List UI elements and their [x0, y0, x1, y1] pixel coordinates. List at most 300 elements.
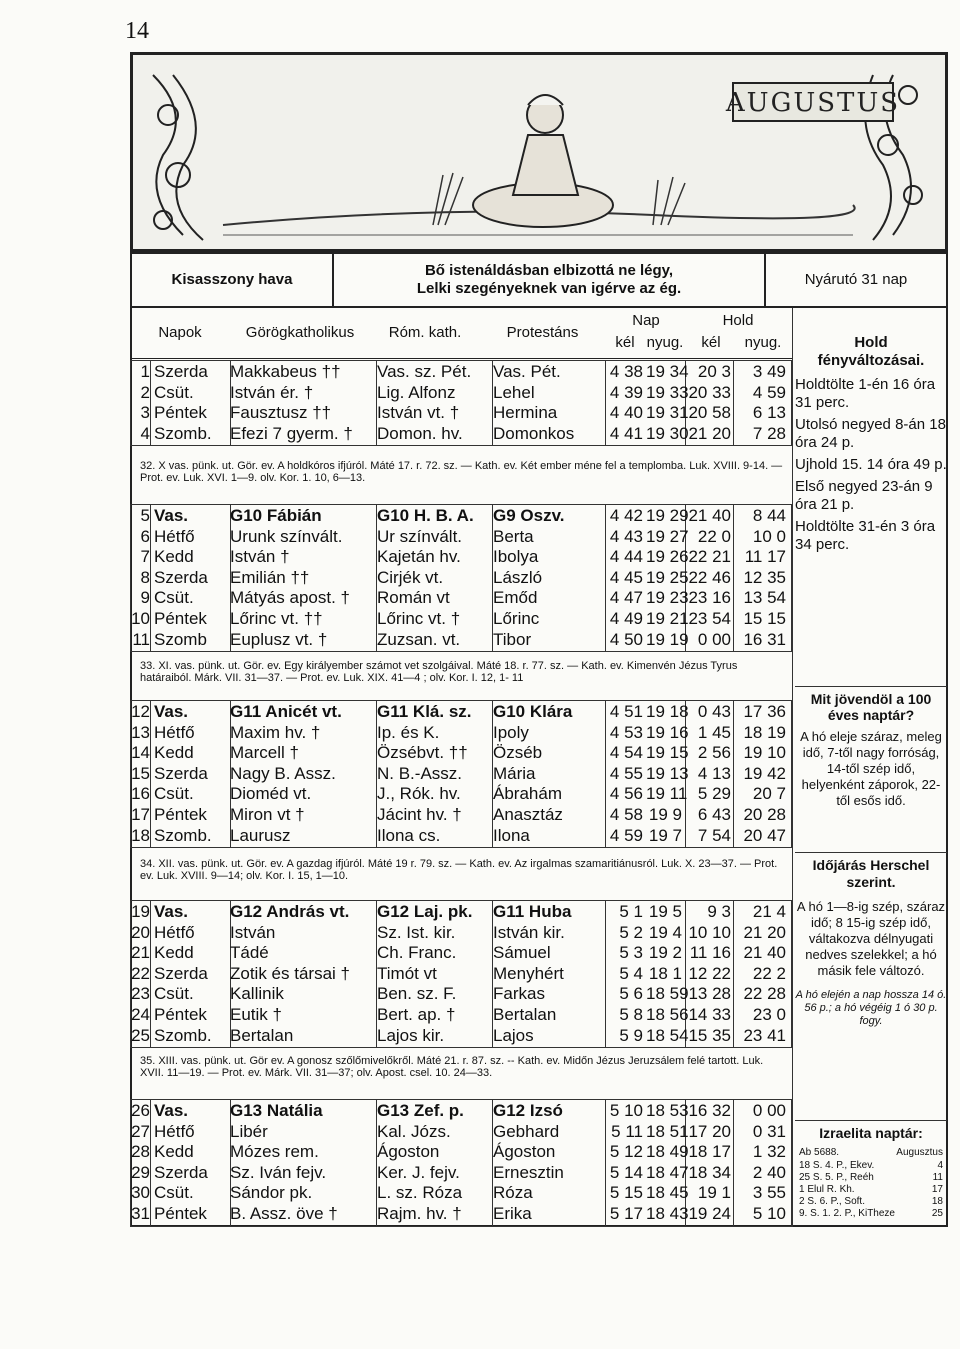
- day-day: Péntek: [154, 609, 207, 628]
- day-day: Vas.: [154, 506, 189, 525]
- day-gk: Tádé: [230, 943, 269, 963]
- day-sk: 5 2: [619, 922, 643, 942]
- day-mn: 2 40: [752, 1162, 786, 1182]
- day-gk: Emilián ††: [230, 567, 310, 587]
- day-sk: 4 59: [609, 825, 643, 845]
- day-row: [130, 403, 792, 423]
- day-mk: 0 43: [697, 702, 731, 721]
- day-sn: 19 18: [646, 702, 689, 721]
- day-gk: Mátyás apost. †: [230, 588, 351, 608]
- day-day: Kedd: [154, 943, 194, 963]
- day-rk: Rajm. hv. †: [377, 1204, 462, 1223]
- day-sk: 5 3: [619, 943, 643, 963]
- day-mk: 20 3: [697, 362, 731, 381]
- day-gk: G10 Fábián: [230, 506, 322, 525]
- day-rk: Ch. Franc.: [377, 943, 457, 963]
- day-day: Kedd: [154, 1142, 194, 1162]
- day-mk: 19 1: [697, 1183, 731, 1203]
- moon-phases: [795, 334, 947, 554]
- day-rk: Vas. sz. Pét.: [377, 362, 472, 381]
- day-sn: 19 15: [646, 743, 689, 763]
- day-pr: G10 Klára: [493, 702, 573, 721]
- day-sk: 4 51: [609, 702, 643, 721]
- day-sn: 19 27: [646, 526, 689, 546]
- day-num: 12: [131, 702, 150, 721]
- day-pr: Ernesztin: [493, 1162, 564, 1182]
- day-row: [130, 923, 792, 943]
- day-mn: 22 2: [752, 963, 786, 983]
- day-mk: 9 3: [707, 902, 731, 921]
- col-hold: Hold: [722, 312, 754, 329]
- day-pr: István kir.: [493, 922, 565, 942]
- day-pr: Ágoston: [493, 1142, 556, 1162]
- day-mn: 20 47: [743, 825, 786, 845]
- jewish-row-date: 18: [931, 1196, 943, 1207]
- day-mn: 11 17: [744, 547, 786, 567]
- day-row: [130, 784, 792, 804]
- day-gk: Lőrinc vt. ††: [230, 609, 323, 628]
- day-gk: G13 Natália: [230, 1101, 323, 1120]
- page-number: 14: [125, 18, 149, 44]
- day-mn: 13 54: [743, 588, 786, 608]
- day-mn: 5 10: [752, 1204, 786, 1223]
- day-gk: Maxim hv. †: [230, 722, 321, 742]
- day-pr: Erika: [493, 1204, 532, 1223]
- day-mn: 15 15: [743, 609, 786, 628]
- day-mk: 5 29: [697, 784, 731, 804]
- day-sn: 19 4: [648, 922, 682, 942]
- day-mn: 6 13: [752, 403, 786, 423]
- day-sn: 18 43: [646, 1204, 689, 1223]
- day-day: Szerda: [154, 1162, 208, 1182]
- jewish-row-date: 25: [931, 1208, 943, 1219]
- day-sk: 4 58: [609, 805, 643, 824]
- sidebar-divider: [792, 308, 793, 1227]
- day-mk: 11 16: [689, 943, 731, 963]
- day-pr: G12 Izsó: [493, 1101, 563, 1120]
- day-day: Csüt.: [154, 984, 194, 1004]
- day-pr: Róza: [493, 1183, 533, 1203]
- gospel-reading: 35. XIII. vas. pünk. ut. Gör ev. A gonosz szőlőmivelőkről. Máté 21. r. 87. sz. -- Kath. ev. Midőn Jézus Jeruzsálem felé tartott. Luk. XVII. 11—19. — Prot. ev. Márk. VII. 31—37; olv. Apost. csel. 10. 24—33.: [140, 1055, 764, 1079]
- day-mk: 16 32: [688, 1101, 731, 1120]
- day-row: [130, 527, 792, 547]
- day-rk: G13 Zef. p.: [377, 1101, 464, 1120]
- herschel-forecast: [795, 852, 947, 1028]
- jewish-row-date: 11: [932, 1172, 943, 1183]
- day-pr: G9 Oszv.: [493, 506, 565, 525]
- forecast-title: Mit jövendöl a 100 éves naptár?: [810, 691, 932, 723]
- moon-phase-1: Holdtölte 1-én 16 óra 31 perc.: [795, 376, 936, 411]
- day-mk: 21 40: [688, 506, 731, 525]
- day-mn: 20 28: [743, 805, 786, 824]
- day-day: Kedd: [154, 743, 194, 763]
- gospel-reading: 34. XII. vas. pünk. ut. Gör. ev. A gazdag ifjúról. Máté 19 r. 79. sz. — Kath. ev. Az irgalmas szamaritiánusról. Luk. X. 23—37. — Prot. ev. Luk. XVIII. 9—14; olv. Kor. I. 15, 1—10.: [140, 858, 778, 882]
- day-row: [130, 588, 792, 608]
- day-mk: 18 17: [688, 1142, 731, 1162]
- jewish-row-label: 25 S. 5. P., Reéh: [799, 1172, 874, 1183]
- day-row: [130, 424, 792, 444]
- day-rk: Domon. hv.: [377, 423, 463, 443]
- day-rk: Román vt: [377, 588, 450, 608]
- day-mk: 15 35: [688, 1025, 731, 1045]
- day-day: Kedd: [154, 547, 194, 567]
- day-gk: Dioméd vt.: [230, 784, 312, 804]
- day-num: 22: [131, 963, 150, 983]
- day-row: [130, 1204, 792, 1224]
- day-row: [130, 362, 792, 382]
- day-sk: 5 9: [619, 1025, 643, 1045]
- day-sk: 4 43: [609, 526, 643, 546]
- day-mn: 8 44: [752, 506, 786, 525]
- day-mk: 18 34: [688, 1162, 731, 1182]
- day-rk: N. B.-Assz.: [377, 763, 463, 783]
- day-num: 4: [140, 423, 150, 443]
- day-sn: 18 47: [646, 1162, 689, 1182]
- day-num: 17: [131, 805, 150, 824]
- day-mk: 17 20: [688, 1121, 731, 1141]
- day-mn: 1 32: [752, 1142, 786, 1162]
- day-sn: 18 54: [646, 1025, 689, 1045]
- day-mk: 7 54: [697, 825, 731, 845]
- day-pr: G11 Huba: [493, 902, 572, 921]
- day-rk: Kajetán hv.: [377, 547, 461, 567]
- day-gk: Eutik †: [230, 1005, 282, 1024]
- day-sk: 4 42: [609, 506, 643, 525]
- day-num: 20: [131, 922, 150, 942]
- day-day: Hétfő: [154, 1121, 195, 1141]
- day-sn: 18 49: [646, 1142, 689, 1162]
- day-rk: Ker. J. fejv.: [377, 1162, 460, 1182]
- gospel-reading: 33. XI. vas. pünk. ut. Gör. ev. Egy királyember számot vet szolgáival. Máté 18. r. 77. sz. — Kath. ev. Kimenvén Jézus Tyrus határaiból. Márk. VII. 31—37. — Prot. ev. Luk. XIX. 41—4 ; olv. Kor. I. 12, 1- 11: [140, 660, 738, 684]
- day-rk: Ilona cs.: [377, 825, 441, 845]
- day-pr: Tibor: [493, 629, 532, 649]
- day-num: 25: [131, 1025, 150, 1045]
- day-sk: 4 41: [609, 423, 643, 443]
- day-sk: 5 6: [619, 984, 643, 1004]
- day-row: [130, 568, 792, 588]
- day-num: 19: [131, 902, 150, 921]
- day-gk: G11 Anicét vt.: [230, 702, 342, 721]
- day-gk: István ér. †: [230, 382, 314, 402]
- col-nap: Nap: [632, 312, 660, 329]
- day-sn: 19 11: [646, 784, 688, 804]
- day-num: 3: [140, 403, 150, 423]
- day-rk: J., Rók. hv.: [377, 784, 461, 804]
- day-row: [130, 826, 792, 846]
- day-sn: 18 51: [646, 1121, 689, 1141]
- day-pr: Ilona: [493, 825, 530, 845]
- day-pr: Farkas: [493, 984, 545, 1004]
- day-row: [130, 383, 792, 403]
- day-rk: G11 Klá. sz.: [377, 702, 472, 721]
- day-row: [130, 1026, 792, 1046]
- day-mn: 0 31: [752, 1121, 786, 1141]
- day-sk: 4 49: [609, 609, 643, 628]
- day-day: Szomb.: [154, 423, 212, 443]
- day-sk: 5 11: [611, 1121, 643, 1141]
- day-sk: 4 45: [609, 567, 643, 587]
- day-sk: 5 1: [619, 902, 643, 921]
- day-mk: 19 24: [688, 1204, 731, 1223]
- col-rom: Róm. kath.: [388, 324, 462, 341]
- day-num: 2: [140, 382, 150, 402]
- day-mn: 21 20: [743, 922, 786, 942]
- jewish-title: Izraelita naptár:: [819, 1125, 923, 1141]
- jewish-row-date: 17: [931, 1184, 943, 1195]
- day-sn: 18 53: [646, 1101, 689, 1120]
- day-sk: 4 44: [609, 547, 643, 567]
- day-day: Vas.: [154, 702, 189, 721]
- gospel-reading: 32. X vas. pünk. ut. Gör. ev. A holdkóros ifjúról. Máté 17. r. 72. sz. — Kath. ev. Két ember méne fel a templomba. Luk. XVIII. 9-14. — Prot. ev. Luk. XVI. 1—9. olv. Kor. 1. 10, 6—13.: [140, 460, 783, 484]
- day-day: Péntek: [154, 1005, 207, 1024]
- day-mk: 20 58: [688, 403, 731, 423]
- day-mn: 3 55: [752, 1183, 786, 1203]
- day-num: 21: [131, 943, 150, 963]
- day-sn: 19 2: [648, 943, 682, 963]
- day-pr: Vas. Pét.: [493, 362, 561, 381]
- moon-subtitle: fényváltozásai.: [817, 352, 925, 369]
- day-row: [130, 630, 792, 650]
- day-day: Csüt.: [154, 1183, 194, 1203]
- day-day: Csüt.: [154, 588, 194, 608]
- day-pr: Berta: [493, 526, 534, 546]
- day-num: 11: [132, 629, 150, 649]
- jewish-calendar: [795, 1120, 947, 1220]
- day-sn: 19 23: [646, 588, 689, 608]
- day-mn: 21 40: [743, 943, 786, 963]
- day-row: [130, 609, 792, 629]
- svg-text:AUGUSTUS: AUGUSTUS: [725, 88, 901, 118]
- day-day: Szerda: [154, 963, 208, 983]
- day-sn: 19 7: [648, 825, 682, 845]
- day-length-note: A hó elején a nap hossza 14 ó. 56 p.; a hó végéig 1 ó 30 p. fogy.: [795, 989, 947, 1027]
- month-name-right: Nyárutó 31 nap: [804, 271, 908, 288]
- day-sk: 4 39: [609, 382, 643, 402]
- forecast-text: A hó eleje száraz, meleg idő, 7-től nagy forróság, 14-től szép idő, helyenként záporok, 22-től esős idő.: [800, 729, 942, 808]
- day-day: Szomb: [154, 629, 207, 649]
- day-row: [130, 1005, 792, 1025]
- col-prot: Protestáns: [506, 324, 579, 341]
- day-mk: 1 45: [697, 722, 731, 742]
- day-day: Szomb.: [154, 825, 212, 845]
- day-gk: Euplusz vt. †: [230, 629, 328, 649]
- herschel-text: A hó 1—8-ig szép, száraz idő; 8 15-ig szép idő, váltakozva délnyugati nedves szelekkel; a hó másik fele változó.: [796, 899, 946, 978]
- day-pr: Menyhért: [493, 963, 564, 983]
- day-mn: 0 00: [752, 1101, 786, 1120]
- day-sk: 5 12: [609, 1142, 643, 1162]
- jewish-year: Ab 5688.: [799, 1147, 840, 1158]
- day-mk: 2 56: [697, 743, 731, 763]
- day-pr: Lajos: [493, 1025, 534, 1045]
- day-mn: 19 42: [743, 763, 786, 783]
- day-row: [130, 805, 792, 825]
- day-gk: Zotik és társai †: [230, 963, 350, 983]
- jewish-rows: [795, 1160, 947, 1220]
- day-mn: 7 28: [752, 423, 786, 443]
- month-name-left: Kisasszony hava: [132, 254, 334, 306]
- day-sk: 4 50: [609, 629, 643, 649]
- day-row: [130, 702, 792, 722]
- day-row: [130, 547, 792, 567]
- day-sn: 19 33: [646, 382, 689, 402]
- day-sk: 5 10: [609, 1101, 643, 1120]
- day-gk: István †: [230, 547, 290, 567]
- day-sk: 5 15: [609, 1183, 643, 1203]
- day-pr: Gebhard: [493, 1121, 560, 1141]
- day-row: [130, 943, 792, 963]
- day-gk: B. Assz. öve †: [230, 1204, 338, 1223]
- day-sk: 4 40: [609, 403, 643, 423]
- day-pr: Bertalan: [493, 1005, 557, 1024]
- day-pr: Emőd: [493, 588, 538, 608]
- day-mn: 10 0: [752, 526, 786, 546]
- col-napok: Napok: [158, 324, 202, 341]
- day-num: 29: [131, 1162, 150, 1182]
- day-num: 27: [131, 1121, 150, 1141]
- day-sn: 19 29: [646, 506, 689, 525]
- moon-phase-5: Holdtölte 31-én 3 óra 34 perc.: [795, 518, 936, 553]
- day-num: 7: [140, 547, 150, 567]
- day-pr: Domonkos: [493, 423, 575, 443]
- day-pr: Özséb: [493, 743, 543, 763]
- day-pr: Mária: [493, 763, 536, 783]
- day-num: 9: [140, 588, 150, 608]
- day-mn: 20 7: [752, 784, 786, 804]
- day-mn: 23 0: [752, 1005, 786, 1024]
- day-pr: Anasztáz: [493, 805, 563, 824]
- day-gk: Urunk színvált.: [230, 526, 343, 546]
- header-underline: [130, 358, 792, 359]
- day-rk: Ur színvált.: [377, 526, 463, 546]
- day-rk: Özsébvt. ††: [377, 743, 468, 763]
- day-row: [130, 1122, 792, 1142]
- day-num: 16: [131, 784, 150, 804]
- day-rk: Ben. sz. F.: [377, 984, 457, 1004]
- day-day: Hétfő: [154, 922, 195, 942]
- day-sn: 19 30: [646, 423, 689, 443]
- day-day: Szerda: [154, 362, 208, 381]
- day-day: Szerda: [154, 763, 208, 783]
- moon-phase-4: Első negyed 23-án 9 óra 21 p.: [795, 478, 933, 513]
- day-sk: 5 14: [609, 1162, 643, 1182]
- day-mk: 13 28: [688, 984, 731, 1004]
- col-hold-kel: kél: [701, 334, 721, 351]
- col-hold-nyug: nyug.: [744, 334, 782, 351]
- herschel-title: Időjárás Herschel szerint.: [812, 857, 930, 890]
- day-row: [130, 1183, 792, 1203]
- day-day: Szerda: [154, 567, 208, 587]
- jewish-row-label: 1 Elul R. Kh.: [799, 1184, 855, 1195]
- day-gk: Sz. Iván fejv.: [230, 1162, 327, 1182]
- day-mk: 10 10: [688, 922, 731, 942]
- day-mn: 22 28: [743, 984, 786, 1004]
- day-num: 15: [131, 763, 150, 783]
- day-day: Péntek: [154, 805, 207, 824]
- day-num: 8: [140, 567, 150, 587]
- day-sk: 4 54: [609, 743, 643, 763]
- day-sn: 19 31: [646, 403, 689, 423]
- day-day: Péntek: [154, 403, 207, 423]
- day-gk: Makkabeus ††: [230, 362, 341, 381]
- jewish-row: [795, 1208, 947, 1220]
- day-rk: L. sz. Róza: [377, 1183, 463, 1203]
- day-rk: Timót vt: [377, 963, 437, 983]
- day-sn: 19 21: [646, 609, 689, 628]
- day-num: 24: [131, 1005, 150, 1024]
- day-sn: 19 16: [646, 722, 689, 742]
- day-row: [130, 964, 792, 984]
- day-sk: 5 4: [619, 963, 643, 983]
- day-gk: G12 András vt.: [230, 902, 350, 921]
- day-day: Vas.: [154, 902, 189, 921]
- day-rk: Jácint hv. †: [377, 805, 462, 824]
- day-row: [130, 743, 792, 763]
- day-num: 30: [131, 1183, 150, 1203]
- day-num: 18: [131, 825, 150, 845]
- day-row: [130, 506, 792, 526]
- jewish-row-label: 9. S. 1. 2. P., KiTheze: [799, 1208, 895, 1219]
- day-pr: Hermina: [493, 403, 558, 423]
- col-nap-nyug: nyug.: [646, 334, 684, 351]
- day-day: Hétfő: [154, 722, 195, 742]
- day-pr: Ibolya: [493, 547, 539, 567]
- day-num: 31: [131, 1204, 150, 1223]
- day-day: Vas.: [154, 1101, 189, 1120]
- day-mk: 0 00: [697, 629, 731, 649]
- jewish-row: [795, 1160, 947, 1172]
- day-pr: Lőrinc: [493, 609, 540, 628]
- day-mn: 19 10: [743, 743, 786, 763]
- day-day: Szomb.: [154, 1025, 212, 1045]
- day-rk: Cirjék vt.: [377, 567, 444, 587]
- day-sk: 4 38: [609, 362, 643, 381]
- moon-phase-3: Ujhold 15. 14 óra 49 p.: [795, 456, 947, 473]
- motto-line-2: Lelki szegényeknek van igérve az ég.: [416, 280, 682, 297]
- day-gk: Libér: [230, 1121, 268, 1141]
- jewish-header: [795, 1146, 947, 1160]
- day-pr: Ipoly: [493, 722, 529, 742]
- day-gk: Fausztusz ††: [230, 403, 332, 423]
- day-rk: Ágoston: [377, 1142, 440, 1162]
- day-num: 1: [140, 362, 150, 381]
- day-sk: 4 53: [609, 722, 643, 742]
- day-sk: 5 17: [609, 1204, 643, 1223]
- jewish-row-date: 4: [937, 1160, 943, 1171]
- day-mk: 14 33: [688, 1005, 731, 1024]
- moon-phase-2: Utolsó negyed 8-án 18 óra 24 p.: [795, 416, 946, 451]
- col-gorog: Görögkatholikus: [245, 324, 355, 341]
- day-pr: Ábrahám: [493, 784, 562, 804]
- jewish-row: [795, 1196, 947, 1208]
- august-banner-illustration: [130, 52, 948, 252]
- day-rk: Bert. ap. †: [377, 1005, 456, 1024]
- day-sn: 19 13: [646, 763, 689, 783]
- day-day: Csüt.: [154, 784, 194, 804]
- day-sn: 19 9: [648, 805, 682, 824]
- day-pr: László: [493, 567, 543, 587]
- day-gk: Laurusz: [230, 825, 291, 845]
- day-mk: 23 54: [688, 609, 731, 628]
- column-headers: [130, 310, 790, 358]
- day-gk: Nagy B. Assz.: [230, 763, 336, 783]
- day-row: [130, 902, 792, 922]
- jewish-month: Augusztus: [896, 1147, 943, 1158]
- day-rk: G12 Laj. pk.: [377, 902, 473, 921]
- day-mk: 22 21: [688, 547, 731, 567]
- day-rk: Kal. Józs.: [377, 1121, 451, 1141]
- day-mn: 18 19: [743, 722, 786, 742]
- day-sn: 18 1: [648, 963, 682, 983]
